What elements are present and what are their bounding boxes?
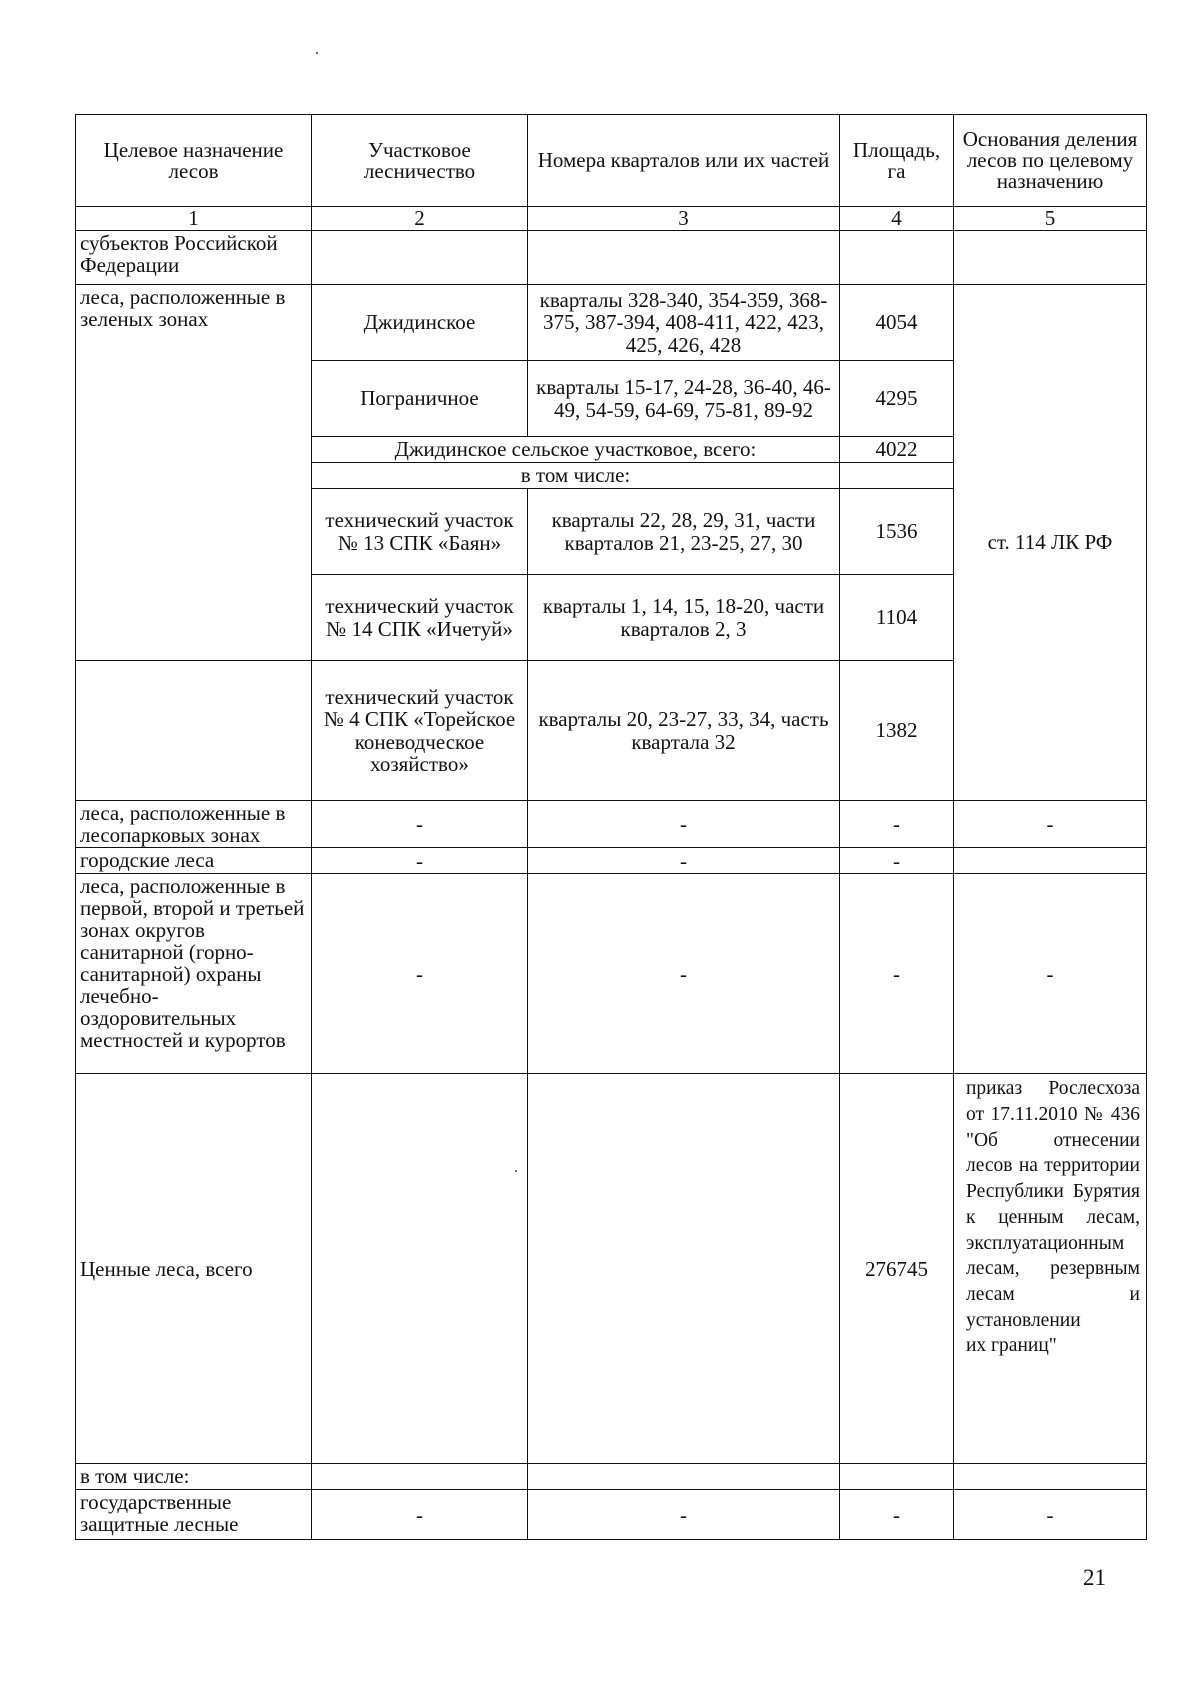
area-cell: 1382 [840,661,954,801]
purpose-cell: Ценные леса, всего [76,1074,312,1464]
forestry-cell: технический участок № 4 СПК «Торейское коневодческое хозяйство» [312,661,528,801]
area-cell: 1104 [840,575,954,661]
dash-cell: - [954,801,1147,848]
table-row [76,1464,1147,1490]
dash-cell: - [528,1490,840,1540]
purpose-cell: леса, расположенные в лесопарковых зонах [76,801,312,848]
header-basis: Основания деления лесов по целевому назначению [954,115,1147,207]
quarters-cell: кварталы 20, 23-27, 33, 34, часть квартала 32 [528,661,840,801]
column-number: 3 [528,207,840,231]
column-number: 4 [840,207,954,231]
header-quarters: Номера кварталов или их частей [528,115,840,207]
table-row [76,285,1147,361]
dash-cell: - [528,874,840,1074]
dash-cell: - [312,874,528,1074]
basis-cell: ст. 114 ЛК РФ [954,285,1147,801]
table-row [76,848,1147,874]
scan-speck [316,52,318,54]
purpose-cell: городские леса [76,848,312,874]
forest-purpose-table [75,114,1147,1540]
purpose-cell: субъектов Российской Федерации [76,231,312,285]
dash-cell: - [954,1490,1147,1540]
table-row [76,874,1147,1074]
dash-cell: - [312,1490,528,1540]
purpose-cell: в том числе: [76,1464,312,1490]
quarters-cell: кварталы 22, 28, 29, 31, части кварталов 21, 23-25, 27, 30 [528,489,840,575]
table-row [76,1074,1147,1464]
page-number: 21 [1083,1565,1106,1590]
forestry-cell: технический участок № 13 СПК «Баян» [312,489,528,575]
dash-cell: - [840,1490,954,1540]
basis-cell [954,1074,1147,1464]
dash-cell: - [312,848,528,874]
area-cell: 4022 [840,437,954,463]
header-purpose: Целевое назначение лесов [76,115,312,207]
area-cell: 4295 [840,361,954,437]
table-row [76,801,1147,848]
table-header-row [76,115,1147,207]
header-forestry: Участковое лесничество [312,115,528,207]
table-row [76,231,1147,285]
area-cell: 1536 [840,489,954,575]
scan-speck [515,1170,517,1172]
dash-cell: - [528,801,840,848]
quarters-cell: кварталы 15-17, 24-28, 36-40, 46-49, 54-59, 64-69, 75-81, 89-92 [528,361,840,437]
dash-cell: - [840,848,954,874]
purpose-cell: государственные защитные лесные [76,1490,312,1540]
including-label: в том числе: [312,463,840,489]
quarters-cell: кварталы 328-340, 354-359, 368-375, 387-394, 408-411, 422, 423, 425, 426, 428 [528,285,840,361]
basis-text: приказ Рослесхоза от 17.11.2010 № 436 "Об отнесении лесов на территории Республики Бурятия к ценным лесам, эксплуатационным лесам, резервным лесам и установлении [966,1078,1140,1331]
forestry-cell: Джидинское [312,285,528,361]
quarters-cell: кварталы 1, 14, 15, 18-20, части кварталов 2, 3 [528,575,840,661]
area-cell: 276745 [840,1074,954,1464]
basis-text-last: их границ" [966,1335,1057,1357]
dash-cell: - [954,874,1147,1074]
column-number: 2 [312,207,528,231]
forestry-cell: Пограничное [312,361,528,437]
header-area: Площадь, га [840,115,954,207]
dash-cell: - [312,801,528,848]
subtotal-label: Джидинское сельское участковое, всего: [312,437,840,463]
dash-cell: - [528,848,840,874]
column-number: 1 [76,207,312,231]
table-row [76,1490,1147,1540]
column-number: 5 [954,207,1147,231]
area-cell: 4054 [840,285,954,361]
dash-cell: - [840,801,954,848]
dash-cell: - [840,874,954,1074]
purpose-cell: леса, расположенные в первой, второй и третьей зонах округов санитарной (горно-санитарной) охраны лечебно-оздоровительных местностей и курортов [76,874,312,1074]
column-number-row [76,207,1147,231]
forestry-cell: технический участок № 14 СПК «Ичетуй» [312,575,528,661]
purpose-cell: леса, расположенные в зеленых зонах [76,285,312,661]
